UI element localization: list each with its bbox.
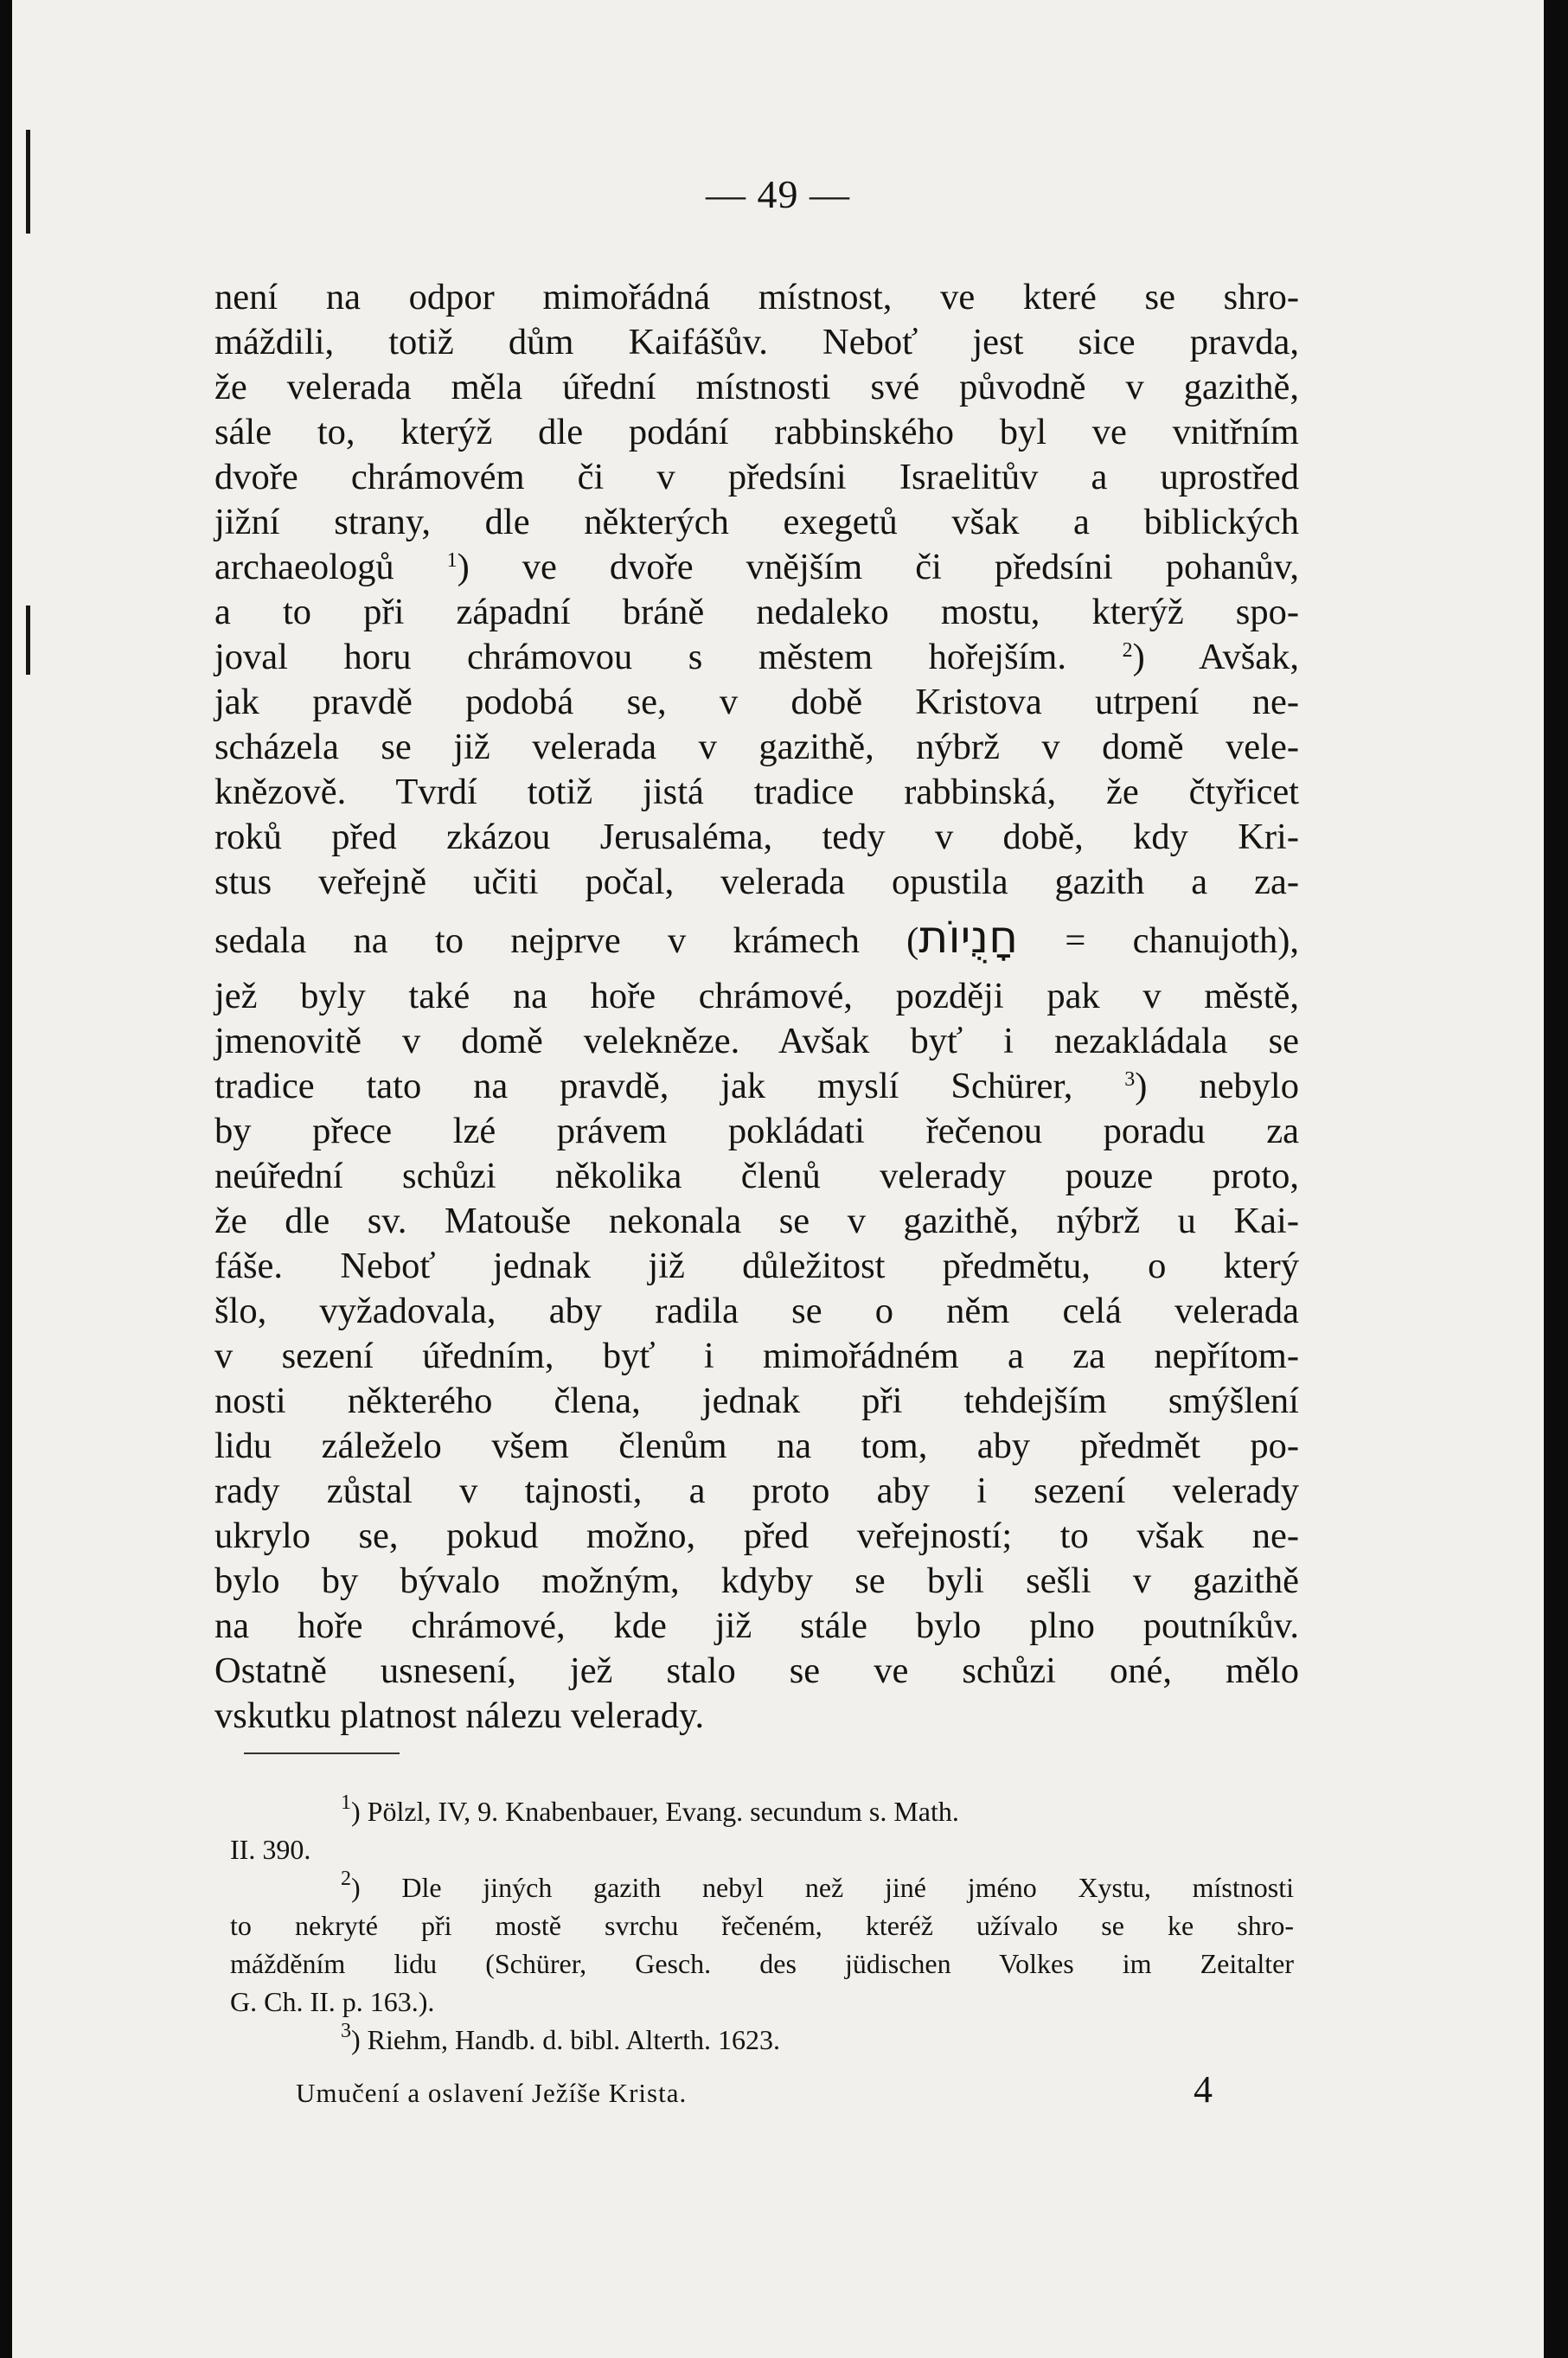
footnote-ref[interactable]: 1	[446, 549, 458, 572]
text-line: knězově. Tvrdí totiž jistá tradice rabbinská, že čtyřicet	[214, 772, 1299, 812]
footnotes	[230, 1792, 1294, 2059]
text-line: sedala na to nejprve v krámech (חָנֻיוֹת = chanujoth),	[214, 912, 1299, 964]
text-line: lidu záleželo všem členům na tom, aby předmět po-	[214, 1426, 1299, 1466]
text-line: šlo, vyžadovala, aby radila se o něm celá velerada	[214, 1291, 1299, 1331]
text-line: že velerada měla úřední místnosti své původně v gazithě,	[214, 367, 1299, 407]
text-line: neúřední schůzi několika členů velerady pouze proto,	[214, 1156, 1299, 1196]
text-line: rady zůstal v tajnosti, a proto aby i sezení velerady	[214, 1471, 1299, 1511]
text-line: by přece lzé právem pokládati řečenou poradu za	[214, 1111, 1299, 1151]
footnote-mark: 1	[341, 1791, 351, 1814]
text-line: scházela se již velerada v gazithě, nýbrž v domě vele-	[214, 727, 1299, 767]
text-line: nosti některého člena, jednak při tehdejším smýšlení	[214, 1381, 1299, 1421]
main-text	[214, 275, 1299, 1739]
text-line: v sezení úředním, byť i mimořádném a za nepřítom-	[214, 1336, 1299, 1376]
footnote-mark: 3	[341, 2020, 351, 2042]
footnote-ref[interactable]: 2	[1122, 639, 1133, 662]
text-line: jak pravdě podobá se, v době Kristova utrpení ne-	[214, 682, 1299, 722]
text-line: jmenovitě v domě velekněze. Avšak byť i nezakládala se	[214, 1021, 1299, 1061]
footnote: $^3$) Riehm, Handb. d. bibl. Alterth. 1623.	[341, 2020, 780, 2055]
text-line: sále to, kterýž dle podání rabbinského byl ve vnitřním	[214, 412, 1299, 452]
text-line: joval horu chrámovou s městem hořejším. $^2$) Avšak,	[214, 637, 1300, 677]
text-line: jež byly také na hoře chrámové, později pak v městě,	[214, 976, 1299, 1016]
text-line: a to při západní bráně nedaleko mostu, kterýž spo-	[214, 592, 1299, 632]
text-line: na hoře chrámové, kde již stále bylo plno poutníkův.	[214, 1605, 1299, 1646]
text-line: ukrylo se, pokud možno, před veřejností; to však ne-	[214, 1515, 1299, 1556]
footnote: $^2$) Dle jiných gazith nebyl než jiné jméno Xystu, místnosti to nekryté při mostě svrchu řečeném, kteréž užívalo se ke shro- mážděním lidu (Schürer, Gesch. des jüdischen Volkes im Zeitalter G. Ch. II. p. 163.).	[230, 1868, 1294, 2017]
text-line: že dle sv. Matouše nekonala se v gazithě, nýbrž u Kai-	[214, 1201, 1299, 1241]
footnote-ref[interactable]: 3	[1124, 1068, 1136, 1091]
hebrew-word: חָנֻיוֹת	[918, 912, 1019, 964]
signature-mark: 4	[1194, 2068, 1213, 2111]
text-line: vskutku platnost nálezu velerady.	[214, 1695, 705, 1736]
footnote-divider	[244, 1752, 400, 1754]
text-line: není na odpor mimořádná místnost, ve které se shro-	[214, 277, 1299, 317]
text-line: máždili, totiž dům Kaifášův. Neboť jest sice pravda,	[214, 322, 1299, 362]
text-line: dvoře chrámovém či v předsíni Israelitův a uprostřed	[214, 457, 1299, 497]
text-line: roků před zkázou Jerusaléma, tedy v době, kdy Kri-	[214, 817, 1299, 857]
page-number: — 49 —	[706, 172, 850, 216]
text-line: bylo by bývalo možným, kdyby se byli sešli v gazithě	[214, 1560, 1299, 1601]
text-line: stus veřejně učiti počal, velerada opustila gazith a za-	[214, 862, 1299, 902]
book-page	[12, 0, 1544, 2358]
text-line: jižní strany, dle některých exegetů však a biblických	[214, 502, 1299, 542]
book-title-footer: Umučení a oslavení Ježíše Krista.	[296, 2078, 688, 2108]
text-line: archaeologů $^1$) ve dvoře vnějším či předsíni pohanův,	[214, 547, 1299, 587]
footnote-mark: 2	[341, 1868, 351, 1890]
scan-edge-mark	[26, 606, 30, 675]
text-line: fáše. Neboť jednak již důležitost předmětu, o který	[214, 1246, 1299, 1286]
text-line: Ostatně usnesení, jež stalo se ve schůzi oné, mělo	[214, 1650, 1299, 1691]
footnote: $^1$) Pölzl, IV, 9. Knabenbauer, Evang. secundum s. Math. II. 390.	[230, 1791, 959, 1865]
text-line: tradice tato na pravdě, jak myslí Schürer, $^3$) nebylo	[214, 1066, 1299, 1106]
